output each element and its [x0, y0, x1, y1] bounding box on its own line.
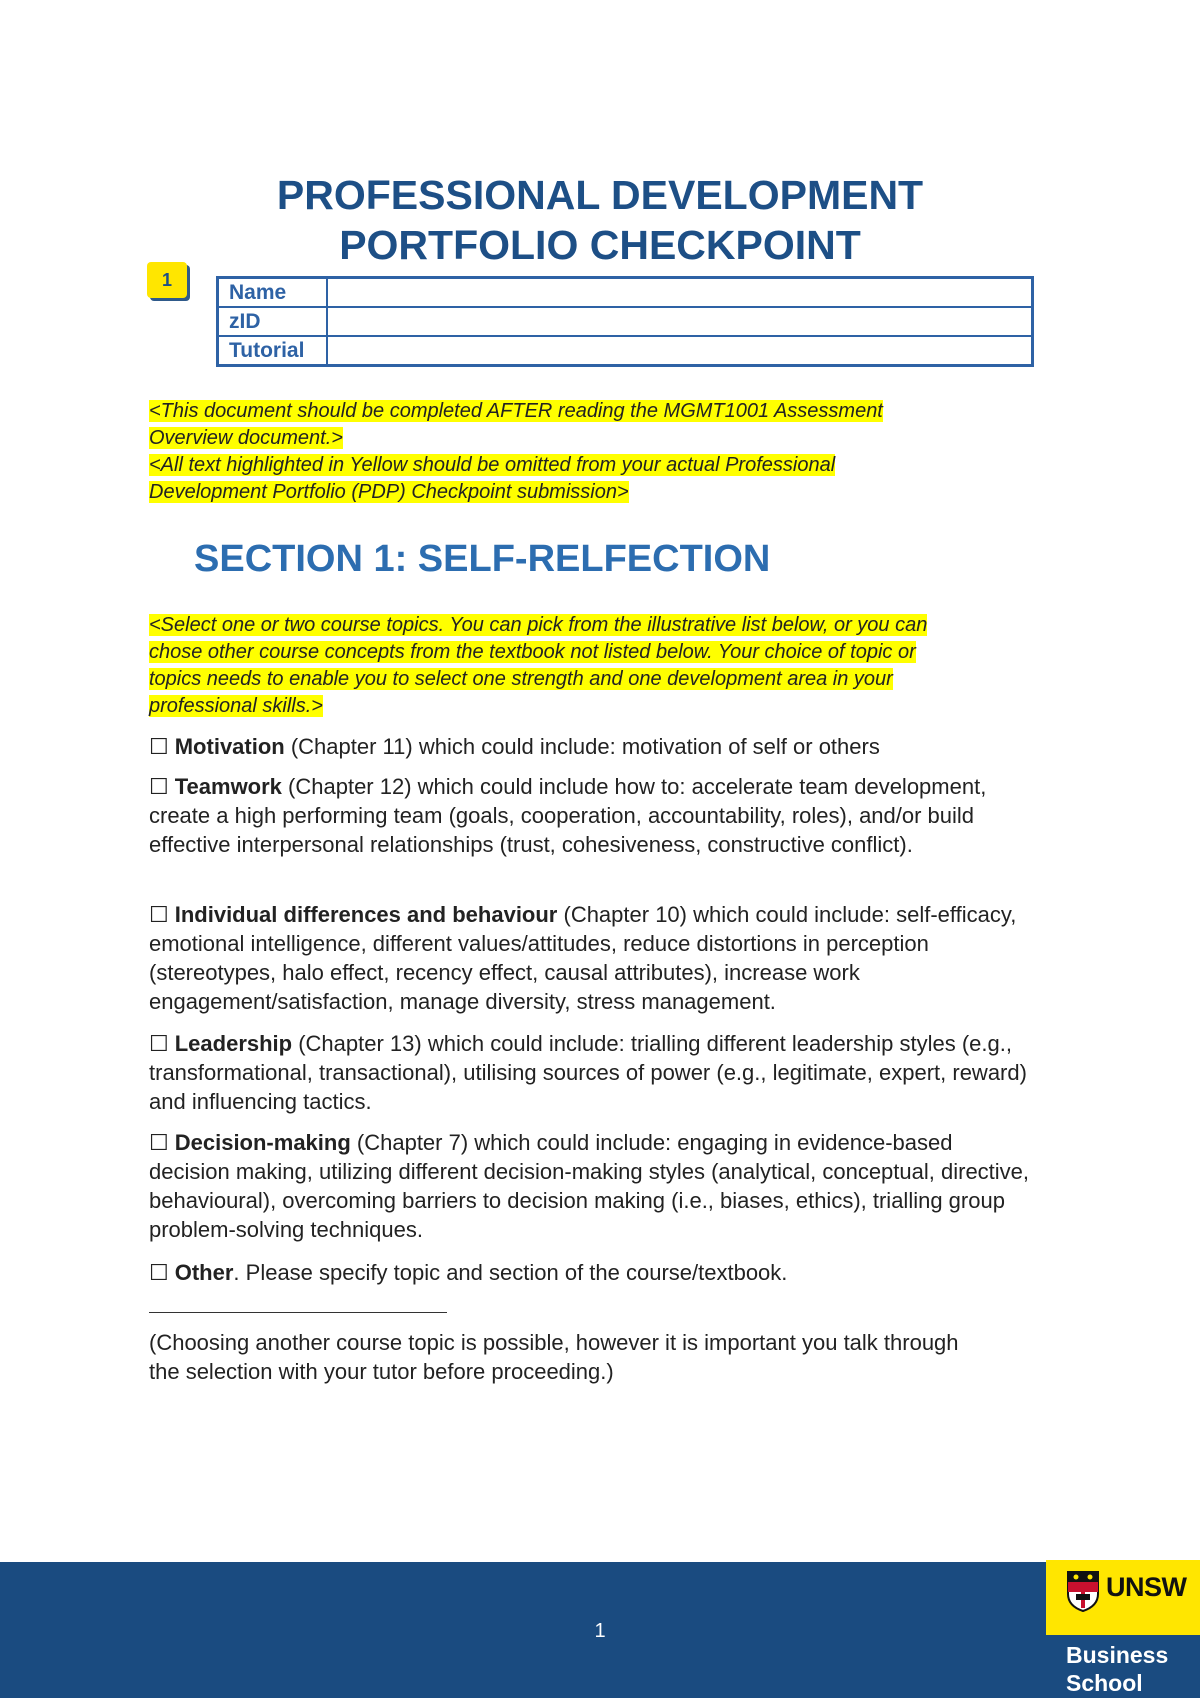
topic-detail: . Please specify topic and section of the course/textbook. [233, 1260, 788, 1285]
checkbox[interactable]: ☐ [149, 774, 169, 799]
topic-leadership [149, 1029, 1039, 1116]
topic-name: Motivation [174, 734, 285, 759]
instruction-line: topics needs to enable you to select one strength and one development area in your [149, 668, 893, 690]
crest-icon [1066, 1570, 1100, 1612]
note-line: Overview document.> [149, 427, 343, 449]
checkbox[interactable]: ☐ [149, 1031, 169, 1056]
checkbox[interactable]: ☐ [149, 734, 169, 759]
instruction-line: chose other course concepts from the textbook not listed below. Your choice of topic or [149, 641, 916, 663]
zid-field[interactable] [327, 307, 1033, 336]
topic-name: Teamwork [174, 774, 282, 799]
topic-motivation [149, 732, 1039, 761]
other-topic-note: (Choosing another course topic is possible, however it is important you talk through the selection with your tutor before proceeding.) [149, 1330, 959, 1384]
title-line-2: PORTFOLIO CHECKPOINT [339, 222, 861, 268]
tutorial-label: Tutorial [218, 336, 328, 366]
topic-individual-differences [149, 900, 1039, 1016]
logo-text: UNSW [1106, 1572, 1187, 1602]
name-field[interactable] [327, 278, 1033, 308]
tutorial-field[interactable] [327, 336, 1033, 366]
topic-detail: (Chapter 12) which could include how to: accelerate team development, create a high performing team (goals, cooperation, accountability, roles), and/or build effective interpersonal relationships (trust, cohesiveness, constructive conflict). [149, 774, 987, 857]
table-row [218, 307, 1033, 336]
highlighted-note-block [149, 398, 1029, 506]
instruction-line: <Select one or two course topics. You can pick from the illustrative list below, or you can [149, 614, 928, 636]
logo-band [1046, 1635, 1200, 1698]
topic-decision-making [149, 1128, 1039, 1244]
section-heading: SECTION 1: SELF-RELFECTION [194, 538, 771, 580]
checkbox[interactable]: ☐ [149, 1260, 169, 1285]
note-line: <All text highlighted in Yellow should be omitted from your actual Professional [149, 454, 836, 476]
topic-detail: (Chapter 10) which could include: self-efficacy, emotional intelligence, different values/attitudes, reduce distortions in perception (stereotypes, halo effect, recency effect, causal attributes), increase work engagement/satisfaction, manage diversity, stress management. [149, 902, 1017, 1014]
checkbox[interactable]: ☐ [149, 902, 169, 927]
topic-name: Decision-making [174, 1130, 351, 1155]
name-label: Name [218, 278, 328, 308]
topic-name: Other [174, 1260, 234, 1285]
topic-detail: (Chapter 13) which could include: trialling different leadership styles (e.g., transformational, transactional), utilising sources of power (e.g., legitimate, expert, reward) and influencing tactics. [149, 1031, 1027, 1114]
student-details-table [216, 276, 1034, 367]
note-line: Development Portfolio (PDP) Checkpoint submission> [149, 481, 629, 503]
logo-band-text: Business School [1066, 1642, 1169, 1696]
highlighted-instructions-block [149, 612, 1029, 720]
page-number: 1 [594, 1620, 606, 1642]
zid-label: zID [218, 307, 328, 336]
comment-marker[interactable]: 1 [147, 262, 187, 298]
title-line-1: PROFESSIONAL DEVELOPMENT [276, 172, 924, 218]
topic-teamwork [149, 772, 1039, 859]
topic-name: Leadership [174, 1031, 293, 1056]
answer-line[interactable] [149, 1312, 447, 1313]
topic-other [149, 1258, 1039, 1287]
unsw-business-school-logo [1046, 1560, 1200, 1698]
note-line: <This document should be completed AFTER reading the MGMT1001 Assessment [149, 400, 883, 422]
document-title [0, 170, 1200, 270]
topic-detail: (Chapter 7) which could include: engaging in evidence-based decision making, utilizing different decision-making styles (analytical, conceptual, directive, behavioural), overcoming barriers to decision making (i.e., biases, ethics), trialling group problem-solving techniques. [149, 1130, 1030, 1242]
instruction-line: professional skills.> [149, 695, 323, 717]
table-row [218, 278, 1033, 308]
topic-detail: (Chapter 11) which could include: motivation of self or others [284, 734, 880, 759]
checkbox[interactable]: ☐ [149, 1130, 169, 1155]
topic-name: Individual differences and behaviour [174, 902, 558, 927]
table-row [218, 336, 1033, 366]
